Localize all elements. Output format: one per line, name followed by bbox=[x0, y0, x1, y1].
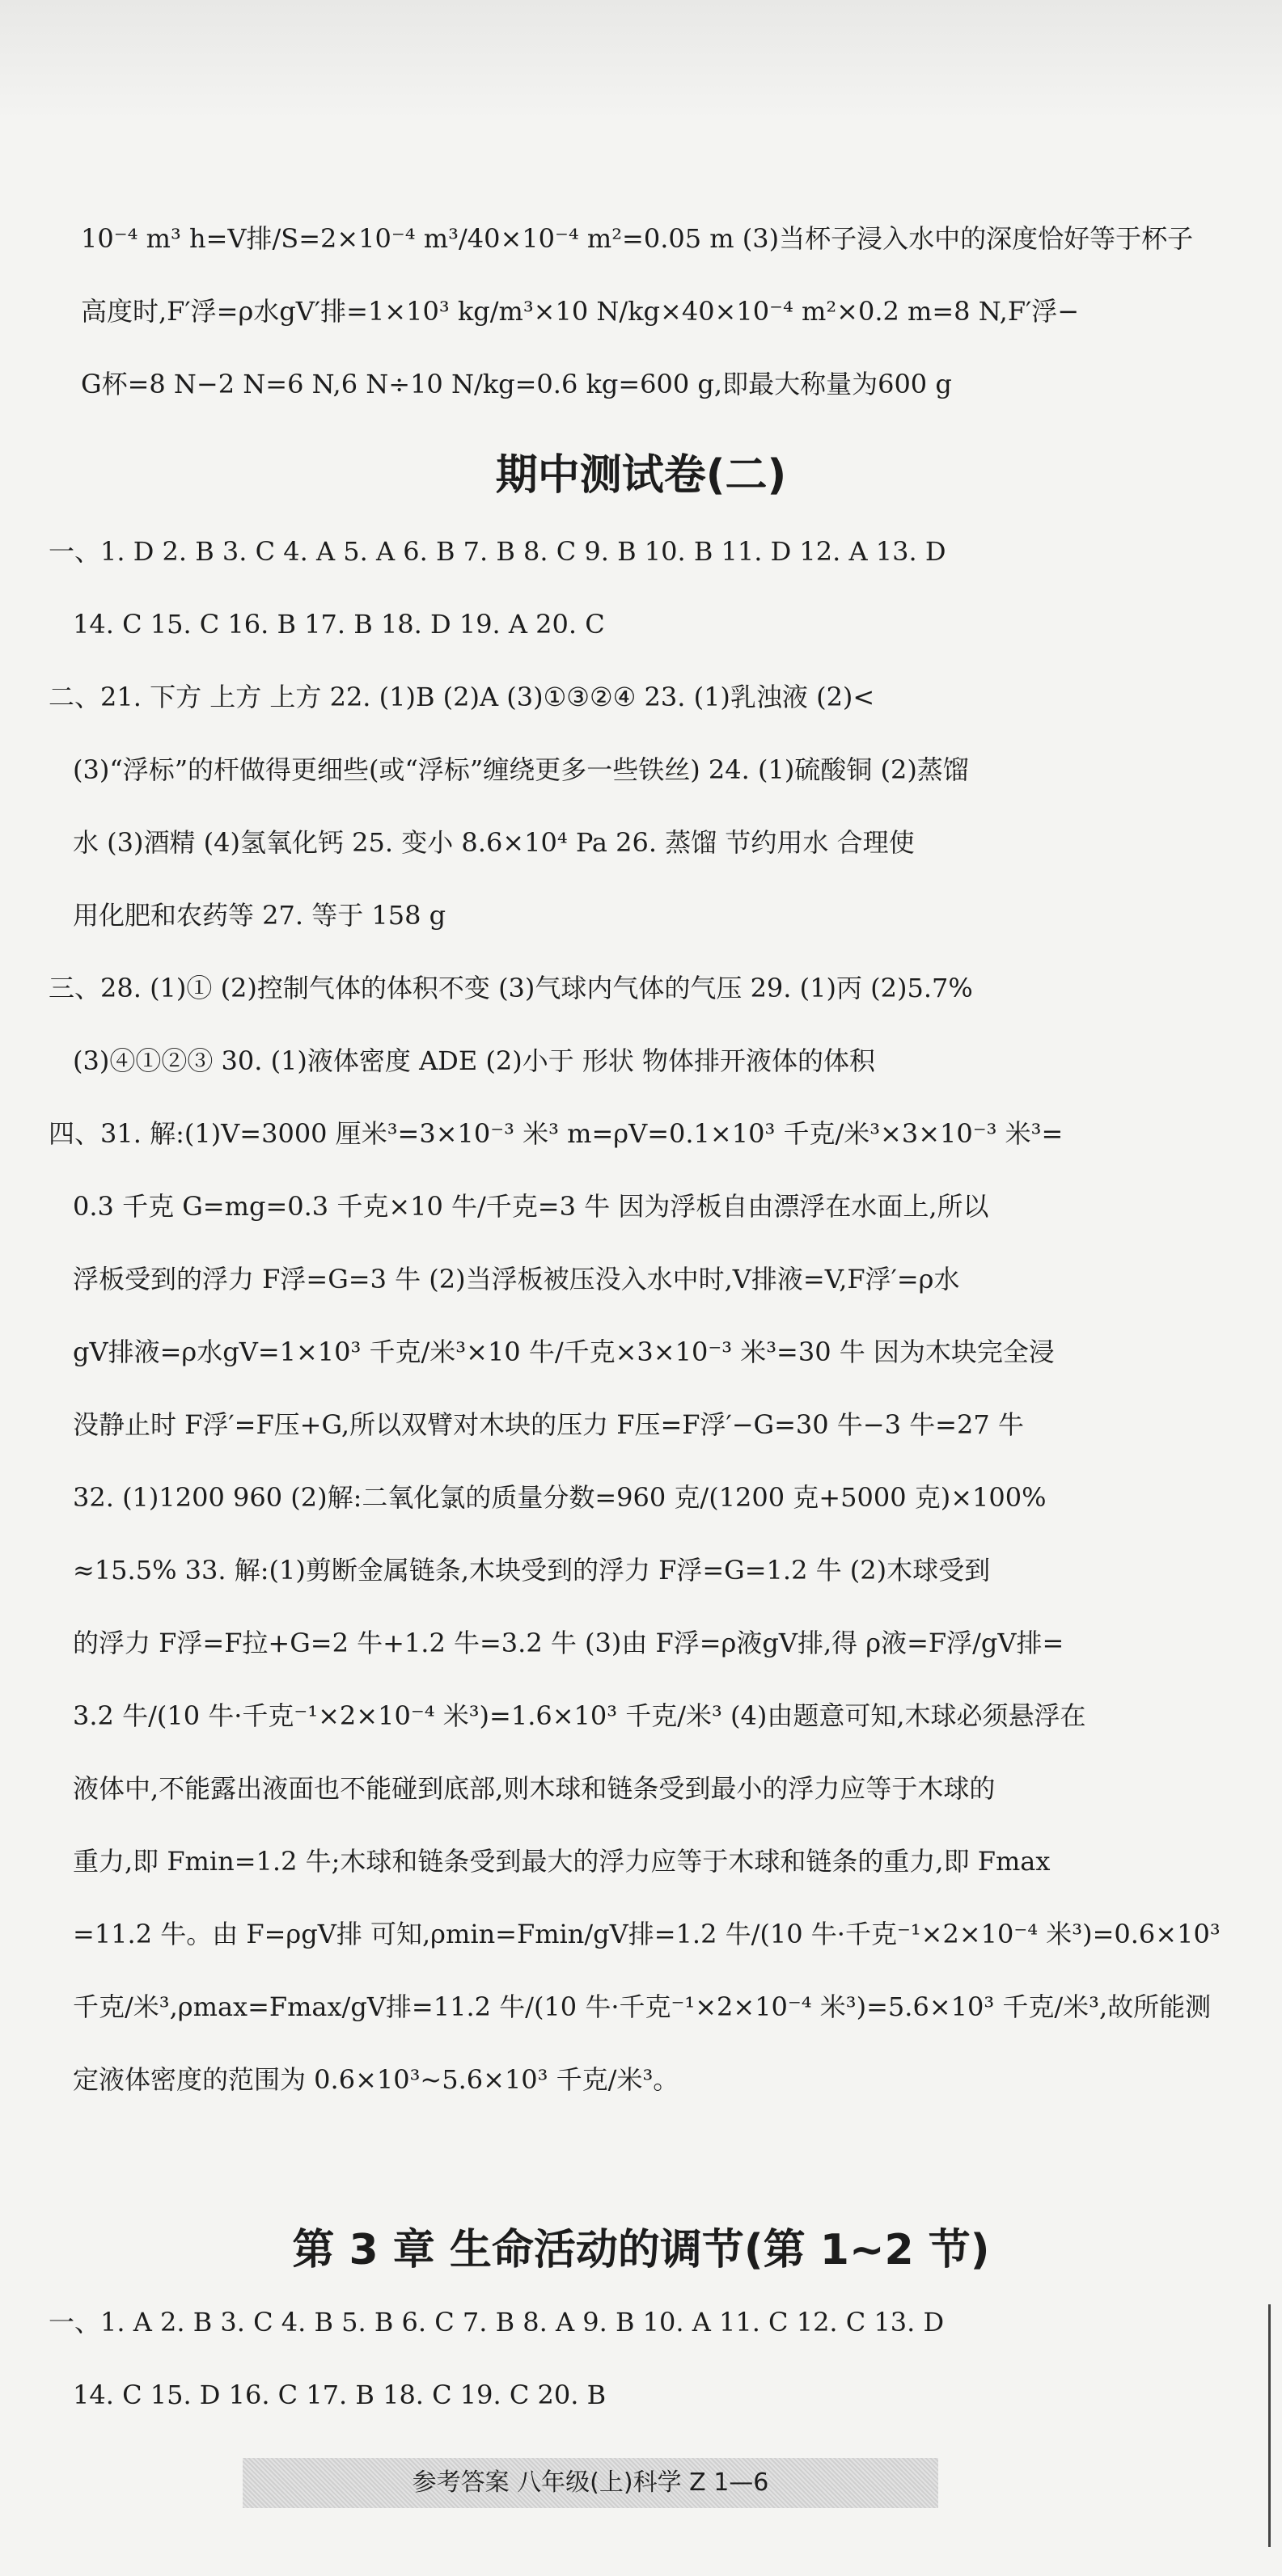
section-title-chapter3: 第 3 章 生命活动的调节(第 1~2 节) bbox=[292, 2226, 990, 2274]
page-footer: 参考答案 八年级(上)科学 Z 1—6 bbox=[243, 2458, 938, 2508]
answer-line: 浮板受到的浮力 F浮=G=3 牛 (2)当浮板被压没入水中时,V排液=V,F浮′=ρ水 bbox=[73, 1264, 960, 1294]
answer-line: 用化肥和农药等 27. 等于 158 g bbox=[73, 900, 446, 931]
text-line: 10⁻⁴ m³ h=V排/S=2×10⁻⁴ m³/40×10⁻⁴ m²=0.05 m (3)当杯子浸入水中的深度恰好等于杯子 bbox=[81, 223, 1194, 254]
answer-line: 三、28. (1)① (2)控制气体的体积不变 (3)气球内气体的气压 29. (1)丙 (2)5.7% bbox=[49, 973, 973, 1003]
text-line: G杯=8 N−2 N=6 N,6 N÷10 N/kg=0.6 kg=600 g,即最大称量为600 g bbox=[81, 369, 952, 399]
continued-solution bbox=[81, 202, 1213, 420]
answer-line: 一、1. D 2. B 3. C 4. A 5. A 6. B 7. B 8. C 9. B 10. B 11. D 12. A 13. D bbox=[49, 536, 946, 567]
answer-line: 二、21. 下方 上方 上方 22. (1)B (2)A (3)①③②④ 23. (1)乳浊液 (2)< bbox=[49, 682, 875, 712]
answer-line: 0.3 千克 G=mg=0.3 千克×10 牛/千克=3 牛 因为浮板自由漂浮在水面上,所以 bbox=[73, 1191, 989, 1222]
answer-line: 没静止时 F浮′=F压+G,所以双臂对木块的压力 F压=F浮′−G=30 牛−3 牛=27 牛 bbox=[73, 1409, 1024, 1440]
answer-line: 重力,即 Fmin=1.2 牛;木球和链条受到最大的浮力应等于木球和链条的重力,即 Fmax bbox=[73, 1846, 1051, 1877]
answer-line: gV排液=ρ水gV=1×10³ 千克/米³×10 牛/千克×3×10⁻³ 米³=30 牛 因为木块完全浸 bbox=[73, 1337, 1055, 1367]
answer-line: 32. (1)1200 960 (2)解:二氧化氯的质量分数=960 克/(1200 克+5000 克)×100% bbox=[73, 1482, 1047, 1513]
answer-line: ≈15.5% 33. 解:(1)剪断金属链条,木块受到的浮力 F浮=G=1.2 牛 (2)木球受到 bbox=[73, 1555, 991, 1586]
answer-line: 四、31. 解:(1)V=3000 厘米³=3×10⁻³ 米³ m=ρV=0.1×10³ 千克/米³×3×10⁻³ 米³= bbox=[49, 1118, 1064, 1149]
answer-line: 14. C 15. C 16. B 17. B 18. D 19. A 20. C bbox=[73, 609, 605, 640]
answer-line: 水 (3)酒精 (4)氢氧化钙 25. 变小 8.6×10⁴ Pa 26. 蒸馏 节约用水 合理使 bbox=[73, 827, 915, 858]
scan-top-shadow bbox=[0, 0, 1282, 121]
answer-line: (3)“浮标”的杆做得更细些(或“浮标”缠绕更多一些铁丝) 24. (1)硫酸铜 (2)蒸馏 bbox=[73, 754, 969, 785]
midterm-answers bbox=[49, 517, 1229, 2118]
answer-line: 千克/米³,ρmax=Fmax/gV排=11.2 牛/(10 牛·千克⁻¹×2×10⁻⁴ 米³)=5.6×10³ 千克/米³,故所能测 bbox=[73, 1991, 1212, 2022]
answer-line: 一、1. A 2. B 3. C 4. B 5. B 6. C 7. B 8. A 9. B 10. A 11. C 12. C 13. D bbox=[49, 2307, 945, 2337]
answer-line: 定液体密度的范围为 0.6×10³~5.6×10³ 千克/米³。 bbox=[73, 2064, 679, 2095]
answer-line: 3.2 牛/(10 牛·千克⁻¹×2×10⁻⁴ 米³)=1.6×10³ 千克/米³ (4)由题意可知,木球必须悬浮在 bbox=[73, 1700, 1086, 1731]
chapter3-answers bbox=[49, 2288, 1229, 2434]
text-line: 高度时,F′浮=ρ水gV′排=1×10³ kg/m³×10 N/kg×40×10⁻⁴ m²×0.2 m=8 N,F′浮− bbox=[81, 296, 1080, 327]
answer-line: (3)④①②③ 30. (1)液体密度 ADE (2)小于 形状 物体排开液体的体积 bbox=[73, 1045, 876, 1076]
answer-line: 14. C 15. D 16. C 17. B 18. C 19. C 20. B bbox=[73, 2380, 607, 2410]
section-title-midterm: 期中测试卷(二) bbox=[495, 451, 787, 500]
scan-edge-line bbox=[1268, 2304, 1271, 2547]
answer-line: 液体中,不能露出液面也不能碰到底部,则木球和链条受到最小的浮力应等于木球的 bbox=[73, 1773, 996, 1804]
answer-line: 的浮力 F浮=F拉+G=2 牛+1.2 牛=3.2 牛 (3)由 F浮=ρ液gV排,得 ρ液=F浮/gV排= bbox=[73, 1628, 1064, 1658]
answer-line: =11.2 牛。由 F=ρgV排 可知,ρmin=Fmin/gV排=1.2 牛/(10 牛·千克⁻¹×2×10⁻⁴ 米³)=0.6×10³ bbox=[73, 1919, 1221, 1949]
